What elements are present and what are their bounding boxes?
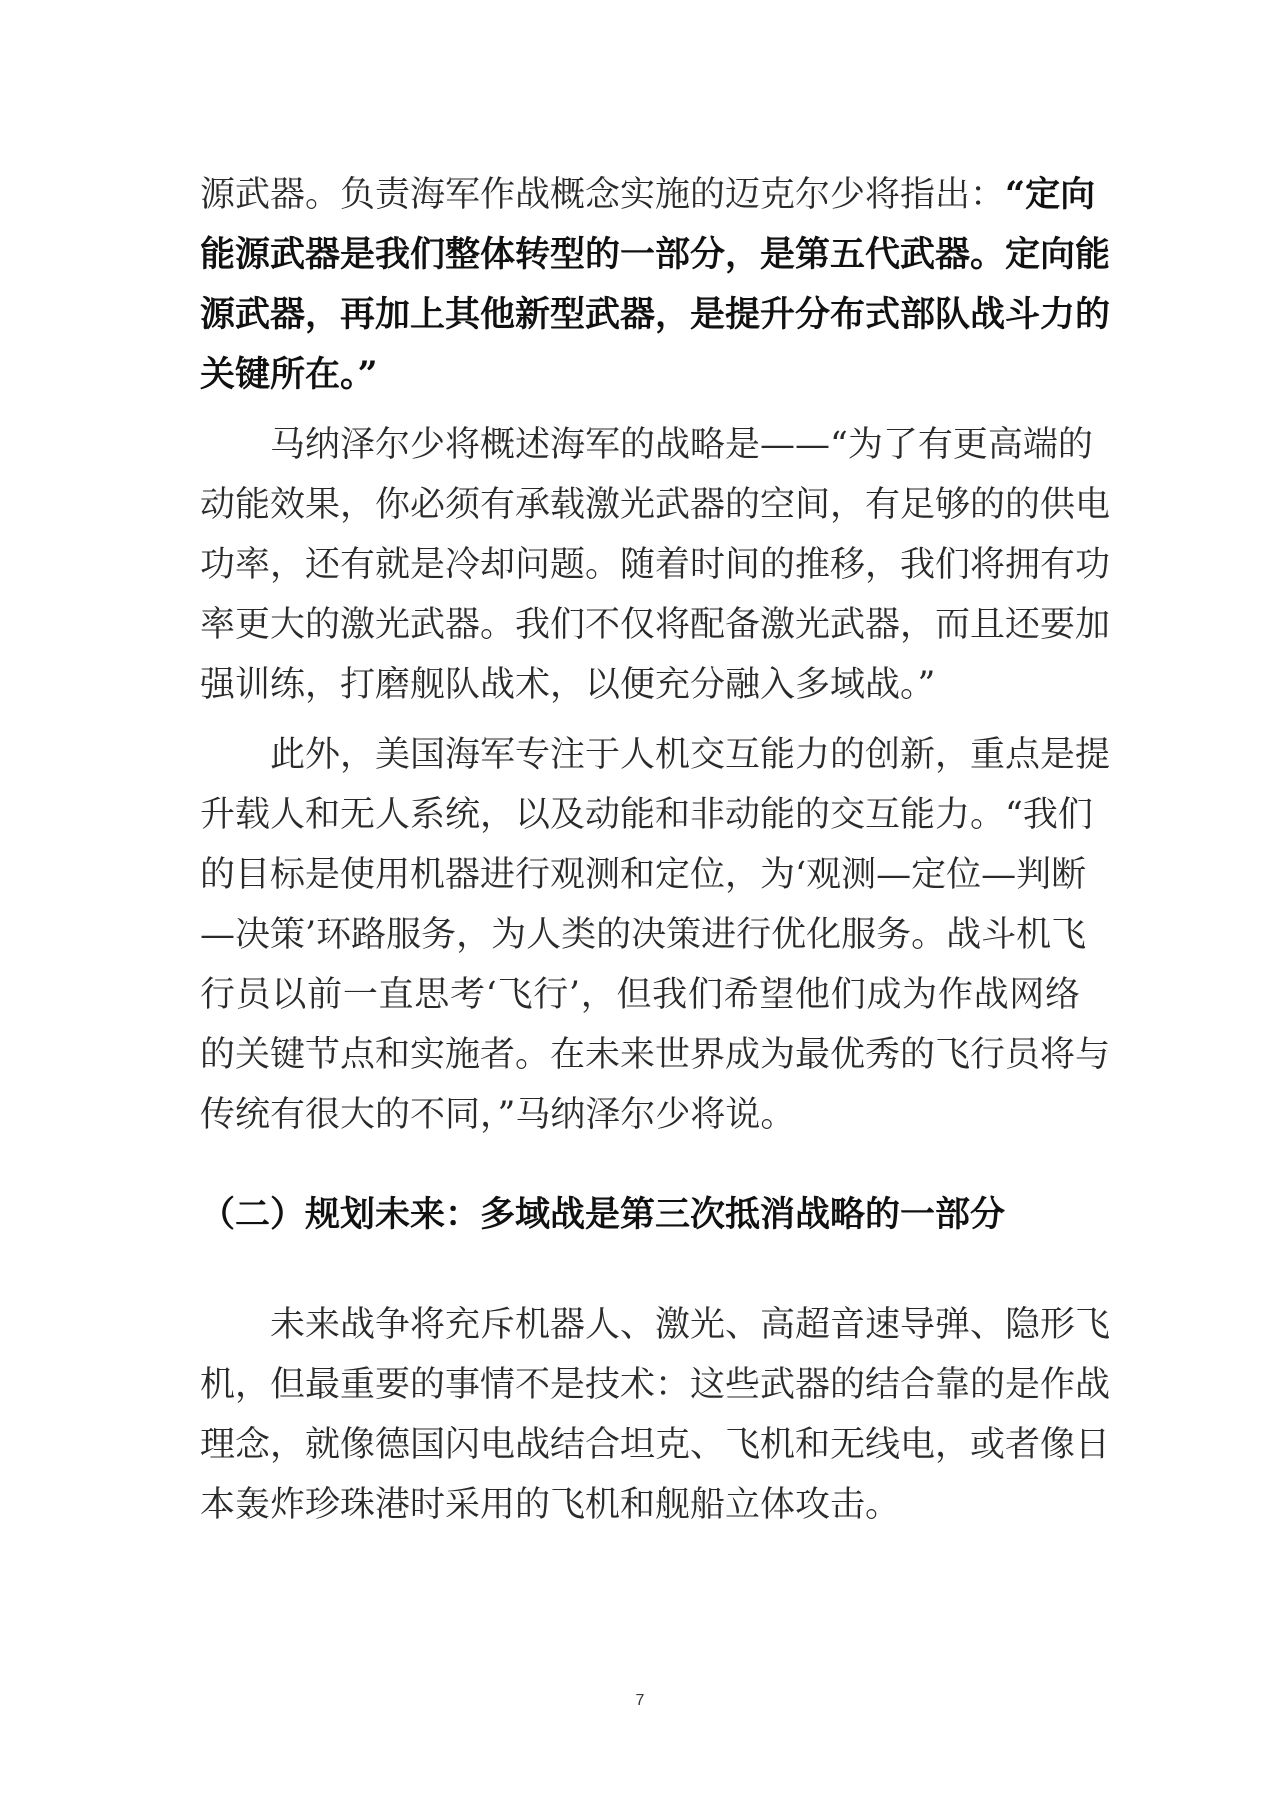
paragraph-3-line-4: —决策’环路服务，为人类的决策进行优化服务。战斗机飞 bbox=[200, 915, 1087, 955]
paragraph-2-line-2: 动能效果，你必须有承载激光武器的空间，有足够的的供电 bbox=[200, 485, 1111, 525]
paragraph-4-line-3: 理念，就像德国闪电战结合坦克、飞机和无线电，或者像日 bbox=[200, 1425, 1111, 1465]
paragraph-4-line-4: 本轰炸珍珠港时采用的飞机和舰船立体攻击。 bbox=[200, 1485, 901, 1525]
paragraph-3-line-2: 升载人和无人系统，以及动能和非动能的交互能力。“我们 bbox=[200, 795, 1093, 835]
paragraph-1-line-2: 能源武器是我们整体转型的一部分，是第五代武器。定向能 bbox=[200, 234, 1111, 275]
paragraph-4-line-1: 未来战争将充斥机器人、激光、高超音速导弹、隐形飞 bbox=[270, 1305, 1111, 1345]
paragraph-3-line-1: 此外，美国海军专注于人机交互能力的创新，重点是提 bbox=[270, 735, 1111, 775]
paragraph-1-line-1-normal: 源武器。负责海军作战概念实施的迈克尔少将指出： bbox=[200, 175, 1006, 215]
paragraph-4-line-2: 机，但最重要的事情不是技术：这些武器的结合靠的是作战 bbox=[200, 1365, 1111, 1405]
paragraph-2-line-3: 功率，还有就是冷却问题。随着时间的推移，我们将拥有功 bbox=[200, 545, 1111, 585]
paragraph-2-line-4: 率更大的激光武器。我们不仅将配备激光武器，而且还要加 bbox=[200, 605, 1111, 645]
paragraph-3-line-3: 的目标是使用机器进行观测和定位，为‘观测—定位—判断 bbox=[200, 855, 1087, 895]
page-number: 7 bbox=[635, 1692, 645, 1709]
paragraph-3-line-7: 传统有很大的不同，”马纳泽尔少将说。 bbox=[200, 1095, 796, 1135]
paragraph-1-line-1-bold: “定向 bbox=[1005, 174, 1096, 215]
paragraph-2-line-5: 强训练，打磨舰队战术，以便充分融入多域战。” bbox=[200, 665, 936, 705]
paragraph-2-line-1: 马纳泽尔少将概述海军的战略是——“为了有更高端的 bbox=[270, 425, 1093, 465]
paragraph-1-line-3: 源武器，再加上其他新型武器，是提升分布式部队战斗力的 bbox=[200, 294, 1111, 335]
paragraph-1-line-4: 关键所在。” bbox=[200, 354, 378, 395]
paragraph-3-line-6: 的关键节点和实施者。在未来世界成为最优秀的飞行员将与 bbox=[200, 1035, 1111, 1075]
paragraph-3-line-5: 行员以前一直思考‘飞行’，但我们希望他们成为作战网络 bbox=[200, 975, 1080, 1015]
paragraph-1-line-1 bbox=[200, 165, 1096, 225]
section-heading: （二）规划未来：多域战是第三次抵消战略的一部分 bbox=[200, 1194, 1006, 1235]
